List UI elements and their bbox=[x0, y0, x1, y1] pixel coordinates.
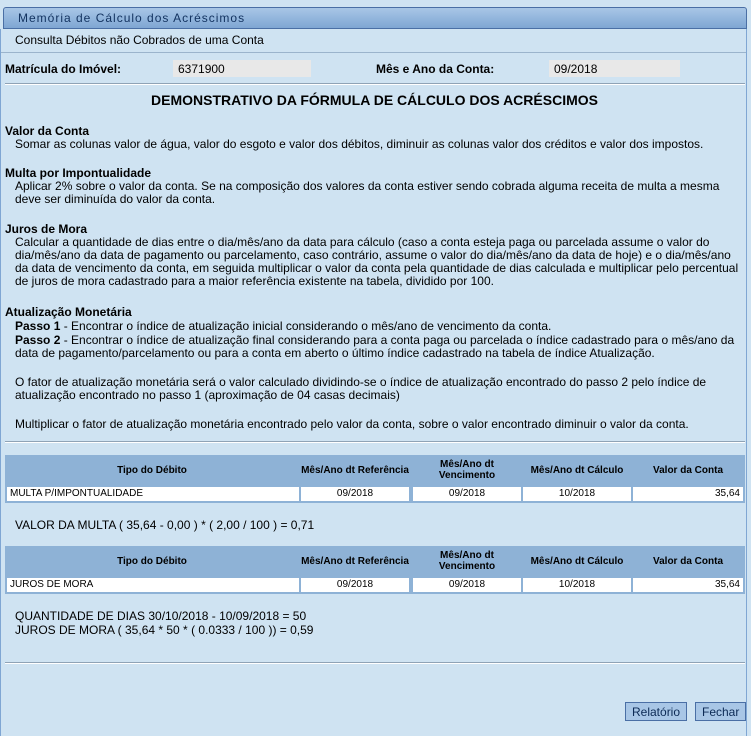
divider bbox=[5, 662, 745, 664]
section-title-atualizacao: Atualização Monetária bbox=[5, 305, 132, 319]
fator-text: O fator de atualização monetária será o valor calculado dividindo-se o índice de atualização encontrado do passo 2 pelo índice de atualização encontrado no passo 1 (aproximação de 04 casas decimais) bbox=[15, 375, 707, 402]
section-title-valor-conta: Valor da Conta bbox=[5, 124, 90, 138]
dias-formula: QUANTIDADE DE DIAS 30/10/2018 - 10/09/2018 = 50 bbox=[15, 609, 307, 623]
section-text-valor-conta: Somar as colunas valor de água, valor do esgoto e valor dos débitos, diminuir as colunas valor dos créditos e valor dos impostos. bbox=[15, 137, 704, 151]
column-header-referencia: Mês/Ano dt Referência bbox=[301, 555, 409, 567]
page-subtitle: Consulta Débitos não Cobrados de uma Conta bbox=[15, 33, 264, 47]
cell-calculo: 10/2018 bbox=[523, 487, 631, 501]
column-header-vencimento: Mês/Ano dt Vencimento bbox=[438, 550, 496, 572]
column-header-valor: Valor da Conta bbox=[652, 464, 723, 476]
cell-referencia: 09/2018 bbox=[301, 487, 409, 501]
matricula-label: Matrícula do Imóvel: bbox=[5, 62, 122, 76]
column-header-vencimento: Mês/Ano dt Vencimento bbox=[438, 459, 496, 481]
section-text-juros: Calcular a quantidade de dias entre o dia/mês/ano da data para cálculo (caso a conta esteja paga ou parcelada assume o valor do dia/mês/ano da data de pagamento ou parcelamento, caso contrário, assume o valor do dia/mês/ano da data de hoje) e o dia/mês/ano da data de vencimento da conta, em seguida multiplicar o valor da conta pela quantidade de dias calculada e multiplicar pelo percentual de juros de mora cadastrado para a maior referência existente na tabela, dividido por 100. bbox=[15, 235, 739, 288]
juros-formula: JUROS DE MORA ( 35,64 * 50 * ( 0.0333 / 100 )) = 0,59 bbox=[15, 623, 314, 637]
passo2-text bbox=[15, 334, 741, 360]
divider bbox=[5, 83, 745, 85]
column-header-valor: Valor da Conta bbox=[652, 555, 723, 567]
column-header-calculo: Mês/Ano dt Cálculo bbox=[530, 464, 624, 476]
fechar-button[interactable]: Fechar bbox=[695, 702, 746, 721]
divider bbox=[5, 441, 745, 443]
passo1-label: Passo 1 bbox=[15, 319, 61, 333]
cell-referencia: 09/2018 bbox=[301, 578, 409, 592]
passo1-text bbox=[15, 320, 741, 333]
table-row bbox=[5, 576, 745, 594]
window-title: Memória de Cálculo dos Acréscimos bbox=[18, 11, 246, 25]
mes-ano-field[interactable] bbox=[549, 60, 680, 77]
column-header-tipo: Tipo do Débito bbox=[117, 555, 187, 567]
section-text-multa: Aplicar 2% sobre o valor da conta. Se na composição dos valores da conta estiver sendo cobrada alguma receita de multa a mesma deve ser diminuída do valor da conta. bbox=[15, 179, 720, 206]
multiplicar-text: Multiplicar o fator de atualização monetária encontrado pelo valor da conta, sobre o valor encontrado diminuir o valor da conta. bbox=[15, 417, 689, 431]
divider bbox=[1, 52, 746, 53]
column-header-calculo: Mês/Ano dt Cálculo bbox=[530, 555, 624, 567]
page-title: DEMONSTRATIVO DA FÓRMULA DE CÁLCULO DOS ACRÉSCIMOS bbox=[151, 92, 598, 108]
passo2-desc: - Encontrar o índice de atualização final considerando para a conta paga ou parcelada o índice cadastrado para o mês/ano da data de pagamento/parcelamento ou para a conta em aberto o último índice cadastrado na tabela de índice Atualização. bbox=[15, 333, 735, 360]
juros-table-header bbox=[5, 546, 745, 576]
section-title-multa: Multa por Impontualidade bbox=[5, 166, 151, 180]
relatorio-button[interactable]: Relatório bbox=[625, 702, 687, 721]
multa-formula: VALOR DA MULTA ( 35,64 - 0,00 ) * ( 2,00 / 100 ) = 0,71 bbox=[15, 518, 315, 532]
passo1-desc: - Encontrar o índice de atualização inicial considerando o mês/ano de vencimento da conta. bbox=[60, 319, 552, 333]
table-row bbox=[5, 485, 745, 503]
cell-calculo: 10/2018 bbox=[523, 578, 631, 592]
cell-valor: 35,64 bbox=[633, 578, 743, 592]
cell-valor: 35,64 bbox=[633, 487, 743, 501]
multa-table-header bbox=[5, 455, 745, 485]
cell-tipo: MULTA P/IMPONTUALIDADE bbox=[7, 487, 299, 501]
section-title-juros: Juros de Mora bbox=[5, 222, 88, 236]
mes-ano-label: Mês e Ano da Conta: bbox=[376, 62, 495, 76]
matricula-field[interactable] bbox=[173, 60, 311, 77]
column-header-tipo: Tipo do Débito bbox=[117, 464, 187, 476]
column-header-referencia: Mês/Ano dt Referência bbox=[301, 464, 409, 476]
cell-tipo: JUROS DE MORA bbox=[7, 578, 299, 592]
cell-vencimento: 09/2018 bbox=[413, 578, 521, 592]
passo2-label: Passo 2 bbox=[15, 333, 61, 347]
cell-vencimento: 09/2018 bbox=[413, 487, 521, 501]
main-panel bbox=[0, 29, 747, 736]
window-titlebar bbox=[3, 7, 747, 29]
